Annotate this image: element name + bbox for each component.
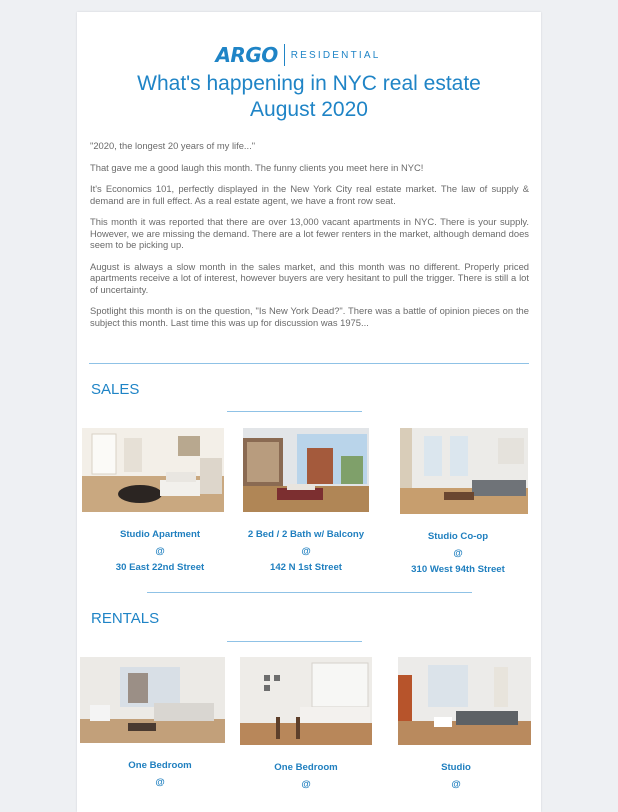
listing-type[interactable]: One Bedroom bbox=[274, 762, 338, 773]
paragraph: Spotlight this month is on the question, "Is New York Dead?". There was a battle of opinion pieces on the subject this month. Last time this was up for discussion was 1975... bbox=[90, 305, 529, 328]
sales-listing-3[interactable] bbox=[387, 529, 529, 579]
loft-living-image bbox=[243, 428, 369, 512]
listing-type[interactable]: Studio Co-op bbox=[427, 531, 489, 542]
rental-studio-image bbox=[398, 657, 531, 745]
sales-heading: SALES bbox=[91, 381, 140, 398]
section-divider bbox=[89, 363, 529, 364]
living-room-image bbox=[82, 428, 224, 512]
listing-at: @ bbox=[453, 547, 463, 559]
paragraph: That gave me a good laugh this month. The funny clients you meet here in NYC! bbox=[90, 161, 424, 173]
listing-address[interactable]: 310 West 94th Street bbox=[411, 564, 505, 575]
brand-logo[interactable] bbox=[77, 42, 541, 68]
rental-listing-1[interactable] bbox=[89, 758, 231, 791]
listing-at: @ bbox=[301, 545, 311, 557]
logo-wordmark: ARGO bbox=[215, 43, 278, 67]
listing-address[interactable]: 30 East 22nd Street bbox=[115, 562, 205, 573]
rental-listing-photo-1[interactable] bbox=[80, 657, 225, 743]
rental-listing-3[interactable] bbox=[385, 760, 527, 793]
logo-divider bbox=[284, 44, 285, 66]
sales-heading-underline bbox=[227, 411, 362, 412]
page-title-line1: What's happening in NYC real estate bbox=[137, 72, 481, 95]
listing-at: @ bbox=[451, 778, 461, 790]
paragraph: It's Economics 101, perfectly displayed in the New York City real estate market. The law of supply & demand are in full effect. As a real estate agent, we have a front row seat. bbox=[90, 183, 529, 206]
page-title-line2: August 2020 bbox=[250, 98, 368, 121]
rental-listing-2[interactable] bbox=[235, 760, 377, 793]
sales-listing-1[interactable] bbox=[89, 527, 231, 577]
rental-living-image-1 bbox=[80, 657, 225, 743]
sales-listing-photo-3[interactable] bbox=[400, 428, 528, 514]
listing-type[interactable]: Studio Apartment bbox=[119, 529, 201, 540]
intro-text bbox=[90, 140, 529, 338]
listing-at: @ bbox=[301, 778, 311, 790]
paragraph-quote: "2020, the longest 20 years of my life..." bbox=[90, 140, 256, 151]
paragraph: August is always a slow month in the sales market, and this month was no different. Properly priced apartments receive a lot of interest, however buyers are very hesitant to pull the trigger. There is still a lot of uncertainty. bbox=[90, 260, 529, 295]
rental-listing-photo-3[interactable] bbox=[398, 657, 531, 745]
rentals-heading-underline bbox=[227, 641, 362, 642]
listing-address[interactable]: 142 N 1st Street bbox=[270, 562, 342, 573]
newsletter-card bbox=[77, 12, 541, 812]
rental-listing-photo-2[interactable] bbox=[240, 657, 372, 745]
listing-at: @ bbox=[155, 545, 165, 557]
listing-at: @ bbox=[155, 776, 165, 788]
logo-subtitle: RESIDENTIAL bbox=[290, 49, 381, 61]
page-title bbox=[77, 71, 541, 123]
coop-living-image bbox=[400, 428, 528, 514]
rentals-heading: RENTALS bbox=[91, 610, 160, 627]
listing-type[interactable]: 2 Bed / 2 Bath w/ Balcony bbox=[247, 529, 365, 540]
listing-type[interactable]: Studio bbox=[441, 762, 471, 773]
sales-listing-photo-2[interactable] bbox=[243, 428, 369, 512]
section-divider bbox=[147, 592, 472, 593]
sales-listing-photo-1[interactable] bbox=[82, 428, 224, 512]
sales-listing-2[interactable] bbox=[235, 527, 377, 577]
listing-type[interactable]: One Bedroom bbox=[128, 760, 192, 771]
rental-kitchen-image bbox=[240, 657, 372, 745]
paragraph: This month it was reported that there are over 13,000 vacant apartments in NYC. There is your supply. However, we are missing the demand. There are a lot fewer renters in the market, although demand does seem to be picking up. bbox=[90, 216, 529, 250]
